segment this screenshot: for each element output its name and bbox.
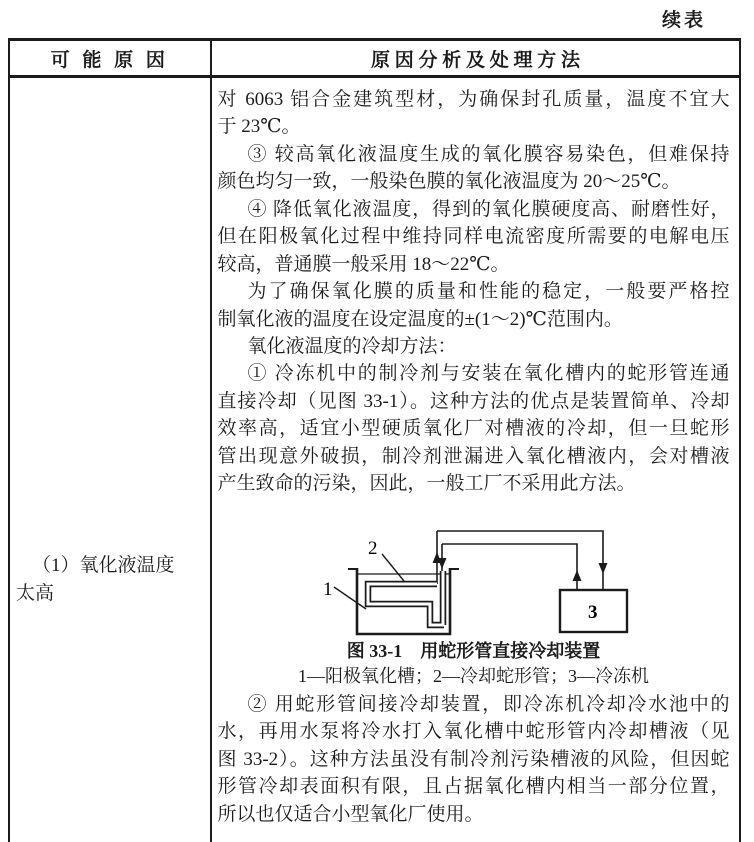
text-line: 水，再用水泵将冷水打入氧化槽中蛇形管内冷却槽液（见 (217, 721, 730, 743)
arrow-up-chiller (572, 570, 581, 581)
text-line: 产生致命的污染，因此，一般工厂不采用此方法。 (217, 473, 636, 495)
label-coil: 2 (367, 538, 377, 559)
figure-legend: 1—阳极氧化槽；2—冷却蛇形管；3—冷冻机 (298, 666, 649, 686)
column-divider (210, 41, 213, 842)
lower-pipe (442, 544, 577, 590)
text-line: 但在阳极氧化过程中维持同样电流密度所需要的电解电压 (217, 226, 730, 248)
text-line: ① 冷冻机中的制冷剂与安装在氧化槽内的蛇形管连通 (247, 363, 730, 385)
text-line: 为了确保氧化膜的质量和性能的稳定，一般要严格控 (247, 281, 730, 303)
label-1-leader (334, 587, 366, 609)
analysis-text-block-2 (218, 691, 730, 828)
continued-table-label: 续表 (662, 10, 707, 31)
label-chiller: 3 (587, 602, 597, 623)
label-2-leader (382, 554, 404, 581)
text-line: 颜色均匀一致，一般染色膜的氧化液温度为 20～25℃。 (217, 171, 681, 193)
text-line: 直接冷却（见图 33-1）。这种方法的优点是装置简单、冷却 (217, 390, 730, 412)
cooling-coil (368, 571, 444, 625)
text-line: （1）氧化液温度 (32, 555, 175, 576)
label-tank: 1 (322, 579, 332, 600)
header-analysis-method: 原 因 分 析 及 处 理 方 法 (370, 49, 580, 71)
table (8, 38, 741, 842)
pipe-lines (437, 531, 603, 590)
analysis-text-block-1 (218, 86, 730, 498)
text-line: 于 23℃。 (217, 116, 301, 138)
text-line: 制氧化液的温度在设定温度的±(1～2)℃范围内。 (217, 308, 623, 330)
arrow-down-chiller (598, 563, 607, 574)
text-line: 对 6063 铝合金建筑型材，为确保封孔质量，温度不宜大 (217, 89, 730, 110)
text-line: 形管冷却表面积有限，且占据氧化槽内相当一部分位置， (217, 776, 730, 798)
text-line: 所以也仅适合小型氧化厂使用。 (217, 803, 484, 825)
text-line: 氧化液温度的冷却方法： (247, 335, 457, 357)
text-line: 图 33-2）。这种方法虽没有制冷剂污染槽液的风险，但因蛇 (217, 748, 730, 770)
cause-cell (16, 552, 206, 608)
header-separator (10, 75, 739, 78)
text-line: ④ 降低氧化液温度，得到的氧化膜硬度高、耐磨性好， (247, 198, 730, 220)
arrow-down-tank (437, 558, 446, 569)
text-line: 太高 (16, 583, 55, 604)
header-possible-cause: 可 能 原 因 (50, 49, 169, 71)
text-line: 较高，普通膜一般采用 18～22℃。 (217, 253, 510, 275)
figure-33-1-diagram (300, 527, 660, 639)
text-line: ③ 较高氧化液温度生成的氧化膜容易染色，但难保持 (247, 143, 730, 165)
flow-arrows (432, 552, 607, 581)
text-line: ② 用蛇形管间接冷却装置，即冷冻机冷却冷水池中的 (247, 694, 730, 715)
text-line: 管出现意外破损，制冷剂泄漏进入氧化槽液内，会对槽液 (217, 445, 730, 467)
text-line: 效率高，适宜小型硬质氧化厂对槽液的冷却，但一旦蛇形 (217, 418, 730, 440)
figure-caption: 图 33-1 用蛇形管直接冷却装置 (346, 641, 601, 661)
upper-pipe (437, 531, 603, 590)
